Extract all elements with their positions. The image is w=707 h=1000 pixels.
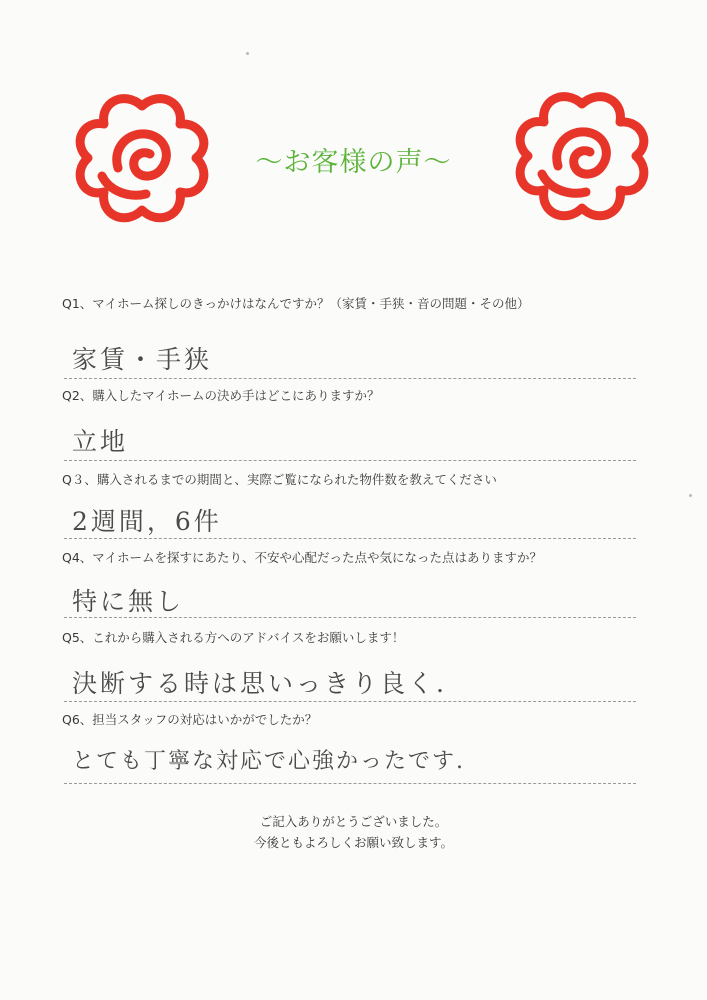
answer-line — [64, 378, 636, 379]
answer-3: 2週間，6件 — [72, 507, 222, 536]
question-6: Q6、担当スタッフの対応はいかがでしたか？ — [62, 712, 318, 727]
scan-speck — [689, 494, 692, 497]
answer-line — [64, 701, 636, 702]
answer-4: 特に無し — [72, 587, 185, 616]
answer-1: 家賃・手狭 — [72, 345, 213, 374]
question-5: Q5、これから購入される方へのアドバイスをお願いします！ — [62, 630, 405, 645]
answer-6: とても丁寧な対応で心強かったです. — [72, 749, 465, 774]
question-2: Q2、購入したマイホームの決め手はどこにありますか？ — [62, 388, 380, 403]
page-title: ～お客様の声～ — [255, 147, 452, 178]
answer-line — [64, 538, 636, 539]
closing-line-2: 今後ともよろしくお願い致します。 — [253, 835, 453, 850]
question-4: Q4、マイホームを探すにあたり、不安や心配だった点や気になった点はありますか？ — [62, 550, 543, 565]
answer-line — [64, 617, 636, 618]
question-1: Q1、マイホーム探しのきっかけはなんですか？（家賃・手狭・音の問題・その他） — [62, 296, 530, 311]
answer-line — [64, 783, 636, 784]
answer-line — [64, 460, 636, 461]
closing-line-1: ご記入ありがとうございました。 — [259, 814, 448, 829]
answer-5: 決断する時は思いっきり良く. — [72, 669, 447, 698]
scan-speck — [246, 52, 249, 55]
answer-2: 立地 — [72, 427, 129, 456]
question-3: Q３、購入されるまでの期間と、実際ご覧になられた物件数を教えてください — [62, 472, 497, 487]
